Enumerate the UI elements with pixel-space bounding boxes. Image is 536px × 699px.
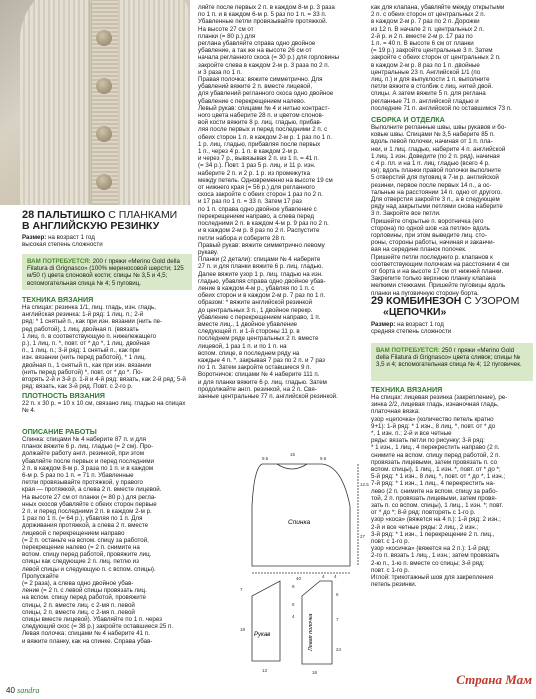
text-line: лицевой, 1 раз 1 п. и по 1 п. на [198, 342, 287, 350]
description-line: 2 п. и перед последними 2 п. в каждом 2-м р. [22, 508, 152, 516]
technique-heading: ТЕХНИКА ВЯЗАНИЯ [22, 295, 94, 304]
text-line: убавление, а так же на высоте 26 см от [198, 47, 312, 55]
assembly-line: ковые швы. Спицами № 3,5 наберите 85 п. [371, 131, 495, 139]
technique-line: вторять 2-й и 3-й р. 1-й и 4-й ряд: вязать, как 2-й ряд; 5-й [22, 376, 186, 384]
description-line: нных скосов убавляйте с обеих сторон первые [22, 500, 157, 508]
text-line: петли набора и соберите 28 п. [198, 234, 286, 242]
dim-label: 40 [296, 576, 302, 581]
assembly-line: мелкими стежками. Пришейте пуговицы вдоль [371, 282, 506, 290]
dim-label: 12.5 [360, 482, 369, 487]
technique-line: провязать лицевыми, затем провязать п. со [371, 458, 498, 466]
technique-line: ряд: вязать, как 3-й ряд. Повт. с 2-го р. [22, 383, 133, 391]
assembly-section [371, 116, 533, 297]
assembly-line: от борта и на высоте 17 см от нижней планки. [371, 268, 504, 276]
back-outline [252, 464, 350, 566]
text-line: образом: * вяжите английской резинкой [198, 299, 313, 307]
button-shape [96, 30, 112, 46]
description-line: Спинка: спицами № 4 наберите 87 п. и для [22, 436, 146, 443]
dim-label: 7 [336, 617, 339, 622]
text-line: регланные 71 п. английской гладью и [371, 97, 479, 105]
dim-label: 7 [240, 587, 243, 592]
technique-line: 1 лиц. п. в соответствующую п. нижележащего [22, 332, 157, 340]
text-line: (= 19 р.) закройте центральные 3 п. Затем [371, 47, 493, 55]
text-line: 27 п. и для планки вяжите 6 р. лиц. гладью. [198, 263, 324, 271]
dim-label: 6 [336, 592, 339, 597]
dim-label: 4 [292, 614, 295, 619]
brand-name: sandra [17, 686, 40, 695]
button-shape [96, 174, 112, 190]
assembly-line: вая на середине планок полочек. [371, 246, 467, 254]
text-line: в каждом 2-м р. 8 раз по 1 п. двойные [371, 61, 480, 69]
text-line: убавлений вяжите 2 п. вместе лицевой, [198, 83, 313, 91]
technique-line: изн. вязании (нить перед работой), * 1 лиц. [22, 354, 147, 362]
assembly-line: ки); вдоль планки правой полочки выполните [371, 167, 501, 175]
dim-label: 9 [292, 584, 295, 589]
assembly-line: соответствующим полочкам на расстоянии 4 см [371, 260, 510, 268]
technique-line: п., 1 лиц. п.; 3-й ряд: 1 снятый п., как при [22, 347, 140, 355]
text-line: каждые 4 п. *. закрывая 7 раз по 2 п. и 7 раз [198, 356, 326, 364]
text-line: по 1 п. справа одно двойное убавление с [198, 205, 317, 213]
text-line: в каждом 2-м р. 7 раз по 2 п. Дорожки [371, 18, 480, 26]
text-line: последние 71 п. английской по оставшимся 73 п. [371, 104, 512, 112]
text-line: Планки (2 детали): спицами № 4 наберите [198, 256, 321, 264]
technique-line: 7-й ряд: * 1 изн., 1 лиц., 4 перекрестить на- [371, 480, 496, 488]
description-line: На высоте 27 см от планки (= 80 р.) для регла- [22, 493, 157, 501]
text-line: Далее вяжите узор 1 р. лиц. гладью на изн. [198, 270, 323, 278]
technique-line: 2-й и все четные ряды: 2 лиц., 2 изн.; [371, 523, 479, 531]
description-line: левой спицы и следующую п. с вспом. спицы). Пропускайте [22, 565, 156, 580]
text-line: как для клапана, убавляйте между открытыми [371, 4, 505, 11]
text-line: Воротничок: спицами № 4 наберите 111 п. [198, 371, 320, 379]
dim-label: 9.5 [262, 456, 269, 461]
assembly-line: нки, и 1 лиц. гладью, наберите 4 п. английской [371, 145, 506, 153]
technique-line: 9+1): 1-й ряд: * 1 изн., 8 лиц. *, повт. от * до [371, 422, 496, 430]
technique-line: двойная п., 1 снятый п., как при изн. вязании [22, 361, 152, 369]
assembly-line: планки на пуговичную сторону борта. [371, 289, 479, 297]
text-line: реглана убавляйте справа одно двойное [198, 40, 316, 48]
text-line: начала регланного скоса (= 30 р.) для горловины [198, 54, 340, 62]
technique-line: вспом. спицы), 1 лиц., 1 изн. *, повт. от * до *; [371, 466, 501, 474]
project-29-materials: ВАМ ПОТРЕБУЕТСЯ: 250 г пряжи «Merino Gold della Filatura di Grignasco» цвета сливок; спицы № 3,5 и 4; вспомогательная спица № 4; 12 пуговичек. [371, 343, 533, 381]
dim-label: 5 [292, 602, 295, 607]
description-line: 6-м р. 5 раз по 1 п. = 71 п. Убавленные [22, 472, 134, 480]
technique-line: *, 1 изн. п.; 2-й и все четные [371, 430, 452, 438]
text-line: последними 2 п. в каждом 4-м р. 9 раз по 2 п. [198, 220, 329, 228]
text-line: закройте с обеих сторон от центральных 2 п. [371, 54, 501, 62]
technique-line: повт. с 1-го р. [371, 538, 410, 546]
sleeve-label: Рукав [254, 632, 271, 638]
dim-label: 4 [322, 574, 325, 579]
assembly-line: Пришейте петли последнего р. клапанов к [371, 253, 493, 261]
technique-line: петель резинки. [371, 581, 417, 589]
description-line: ление (= 2 п. с левой спицы провязать лиц. [22, 587, 147, 595]
technique-heading: ТЕХНИКА ВЯЗАНИЯ [371, 385, 443, 394]
dim-label: 24 [336, 647, 342, 652]
assembly-line: Для отверстия закройте 3 п., а в следующем [371, 196, 500, 204]
text-line: 2 п. с обеих сторон от центральных 2 п. [371, 11, 486, 19]
text-line: наберите 2 п. и 2 р. 1 р. из промежутка [198, 169, 311, 177]
text-line: лиц. п.) и для выпуклости 1 п. выполните [371, 76, 490, 84]
technique-line: ред работой), 1 лиц. двойная п. (ввязать [22, 325, 139, 333]
sleeve-outline [252, 581, 280, 661]
technique-line: от * до *; 8-й ряд: повторять с 1-го р. [371, 509, 476, 517]
description-line: 2 п. в каждом 8-м р. 3 раза по 1 п. и в каждом [22, 464, 154, 472]
project-28-title: 28 ПАЛЬТИШКО С ПЛАНКАМИ В АНГЛИЙСКУЮ РЕЗИНКУ [22, 209, 178, 232]
column-2-text [198, 4, 364, 400]
text-line: рукаву. [198, 248, 219, 256]
technique-line: зать п. со вспом. спицы), 1 лиц., 1 изн. *; повт. [371, 502, 504, 510]
project-29-size: Размер: на возраст 1 год средняя степень сложности [371, 321, 452, 336]
project-28-technique [22, 296, 192, 390]
assembly-line: сторона) по одной шов «за петлю» вдоль [371, 224, 490, 232]
coat-photo [0, 0, 190, 205]
description-line: следующий скос (= 38 р.) закройте оставшиеся 25 п. [22, 623, 174, 631]
text-line: спицы. А затем вяжите 5 п. для реглана [371, 90, 486, 98]
project-29-title: 29 КОМБИНЕЗОН С УЗОРОМ «ЦЕПОЧКИ» [371, 295, 520, 318]
assembly-line: с 4 р. пл. и на 1 п. лиц. гладью (всего 4 р. [371, 160, 490, 168]
text-line: и для планки вяжите 6 р. лиц. гладью. Затем [198, 378, 327, 386]
description-line: края — протяжкой, а слева 2 п. вместе лицевой. [22, 486, 162, 494]
page-number: 40 [6, 686, 15, 695]
button-shape [96, 78, 112, 94]
page-footer [6, 686, 39, 695]
technique-line: ряды: вязать петли по рисунку; 3-й ряд: [371, 437, 485, 445]
description-line: убавляйте после первых и перед последними [22, 457, 154, 465]
text-line: 1 п. = 40 п. В высоте 6 см от планки [371, 40, 474, 48]
text-line: по 1 п. и в каждом 6-м р. 5 раз по 1 п. = 33 п. [198, 11, 327, 19]
assembly-heading: СБОРКА И ОТДЕЛКА [371, 115, 445, 124]
technique-line: той, 2 п. провязать лицевыми, затем провя- [371, 494, 497, 502]
description-line: петли провязывайте протяжкой, у правого [22, 479, 143, 487]
text-line: вспом. спице, в последнем ряду на [198, 349, 300, 357]
text-line: продолжайте англ. резинкой, на 2 п. Свя- [198, 385, 317, 393]
technique-line: (нить перед работой) *, повт. от * до *. По- [22, 368, 143, 376]
text-line: 2-й р. и 2 п. вместе 2-м р. 17 раз по [371, 32, 473, 40]
assembly-line: горловины, при этом выведите лиц. сто- [371, 232, 487, 240]
description-line: на вспом. спицу перед работой, провяжите [22, 594, 146, 602]
pattern-schematic [232, 446, 372, 681]
description-line: планок вяжите 6 р. лиц. гладью (= 2 см). Про- [22, 443, 154, 451]
assembly-line: Закрепите только верхнюю планку клапана [371, 275, 496, 283]
project-28-materials: ВАМ ПОТРЕБУЕТСЯ: 200 г пряжи «Merino Gold della Filatura di Grignasco» (100% мериносовой шерсти; 125 м/50 г) цвета слоновой кости; спицы № 3,5 и 4,5; вспомогательная спица № 4; 5 пуговиц. [22, 254, 192, 290]
technique-line: зинка 2/2, лицевая гладь, изнаночная гладь, [371, 401, 499, 409]
text-line: планки (= 80 р.) для [198, 32, 256, 40]
text-line: петли вяжите в столбик с лиц. нитей двой. [371, 83, 493, 91]
description-line: (= 2 раза), а слева одно двойное убав- [22, 580, 134, 588]
technique-line: * 1 изн., 1 лиц., 4 перекрестить направо (2 п. [371, 444, 500, 452]
technique-line: узор «косичка» (вяжется на 2 п.): 1-й ряд: [371, 545, 491, 553]
description-line: перекрещение налево (= 2 п. снимите на [22, 544, 140, 552]
description-line: и вяжите планку, как на спинке. Справа убав- [22, 637, 153, 645]
description-line: должайте работу англ. резинкой, при этом [22, 450, 144, 458]
watermark-logo: Страна Мам [456, 672, 532, 687]
technique-line: Иглой: трикотажный шов для закрепления [371, 574, 493, 582]
dim-label: 18 [312, 670, 318, 675]
assembly-line: резинки, первое после первых 14 п., а ос- [371, 181, 492, 189]
front-outline [302, 581, 332, 664]
text-line: скоса закройте с обеих сторон 1 раз по 2 п. [198, 191, 323, 199]
text-line: убавление с перекрещением налево. [198, 97, 306, 105]
technique-line: снимите на вспом. спицу перед работой, 2 п. [371, 451, 501, 459]
assembly-line: вдоль левой полочки, начиная от 1 п. пла- [371, 138, 493, 146]
technique-line: узор «цепочка» (количество петель кратно [371, 415, 494, 423]
description-line: спицы вместе лицевой). Убавляйте по 1 п. через [22, 616, 162, 624]
text-line: последнем ряде центральных 2 п. вместе [198, 335, 319, 343]
text-line: и через 7 р., вывязывая 2 п. из 1 п. = 41 п. [198, 155, 320, 163]
technique-line: 3-й ряд: * 1 изн., 1 перекрещение 2 п. лиц., [371, 530, 495, 538]
technique-line: ряд: * 1 снятый п., как при изн. вязании (нить пе- [22, 318, 163, 326]
technique-line: английская резинка: 1-й ряд: 1 лиц. п.; 2-й [22, 311, 144, 319]
description-heading: ОПИСАНИЕ РАБОТЫ [22, 427, 97, 436]
dim-label: 4 [334, 574, 337, 579]
description-line: лицевой с перекрещением направо [22, 529, 125, 537]
project-29-technique [371, 386, 533, 588]
text-line: по 1 п. Затем закройте оставшиеся 9 п. [198, 364, 312, 372]
text-line: ляя после первых и перед последними 2 п. с [198, 126, 328, 134]
text-line: занные центральные 77 п. английской резинкой. [198, 392, 338, 400]
density-heading: ПЛОТНОСТЬ ВЯЗАНИЯ [22, 391, 105, 400]
text-line: для убавлений регланного скоса одно двойное [198, 90, 334, 98]
technique-line: узор «коса» (вяжется на 4 п.): 1-й ряд: 2 изн.; [371, 516, 501, 524]
technique-line: р.), 1 лиц. п. *, повт. от * до *, 1 лиц. двойная [22, 340, 150, 348]
front-label: Левая полочка [308, 613, 314, 651]
assembly-line: 5 отверстий для пуговиц в 7-м р. английской [371, 174, 499, 182]
density-text: 22 п. х 30 р. = 10 х 10 см, связано лиц. гладью на спицах № 4. [22, 400, 186, 415]
description-line: спицы, 2 п. вместе лиц. с 2-мя п. левой [22, 601, 135, 609]
technique-line: лево (2 п. снимите на вспом. спицу за рабо- [371, 487, 498, 495]
text-line: На высоте 27 см от [198, 25, 254, 33]
text-line: следующей п. и 1-й стороны 11 р. в [198, 328, 300, 336]
text-line: обеих сторон и в каждом 2-м р. 7 раз по 1 п. [198, 292, 326, 300]
text-line: ного цвета наберите 28 п. и цветом слонов- [198, 112, 324, 120]
assembly-line: 3 п. Закройте все петли. [371, 210, 441, 218]
column-3-text [371, 4, 533, 112]
text-line: до центральных 3 п., 1 двойное перекр. [198, 306, 313, 314]
back-label: Спинка [288, 519, 311, 526]
text-line: Правая полочка: вяжите симметрично. Для [198, 76, 323, 84]
assembly-line: Пришейте открытые п. воротничка (его [371, 217, 484, 225]
description-line: спицы, 2 п. вместе лиц. с 2-мя п. левой [22, 608, 135, 616]
technique-line: 2-ю п., 1-ю п. вместе со спицы; 3-й ряд: [371, 559, 485, 567]
text-line: между петель. Одновременно на высоте 19 см [198, 176, 333, 184]
text-line: вместе лиц., 1 двойное убавление [198, 320, 298, 328]
dim-label: 15 [290, 452, 296, 457]
text-line: вой кости вяжите 8 р. лиц. гладью, прибав- [198, 119, 322, 127]
text-line: Левый рукав: спицами № 4 и нитью контраст- [198, 104, 330, 112]
text-line: и в каждом 2-м р. 8 раз по 2 п. Распустите [198, 227, 320, 235]
text-line: (= 34 р.). Повт. 1 раз 5 р. лиц. и 11 р. изн. [198, 162, 316, 170]
text-line: и 3 раза по 1 п. [198, 68, 242, 76]
technique-line: На спицах: резинка 1/1, лиц. гладь, изн. гладь, [22, 304, 156, 311]
text-line: обеих сторон 1 п. в каждом 2-м р. 1 раз по 1 п. [198, 133, 332, 141]
description-line: Левая полочка: спицами № 4 наберите 41 п. [22, 630, 150, 638]
project-28-size: Размер: на возраст 1 год высокая степень сложности [22, 234, 103, 249]
assembly-line: тальные на расстоянии 14 п. одно от другого. [371, 188, 502, 196]
button-shape [96, 126, 112, 142]
description-line: 1 раз по 1 п. (= 64 р.), убавляя по 1 п. Для [22, 515, 143, 523]
description-line: дорживания протяжкой, а слева 2 п. вместе [22, 522, 149, 530]
description-line: (= 2 п. останьте на вспом. спицу за работой, [22, 536, 149, 544]
text-line: 1 п., через 4 р. 1 п. в каждом 2-м р. [198, 148, 299, 156]
dim-label: 27 [360, 534, 366, 539]
text-line: Убавленные петли провязывайте протяжкой. [198, 18, 328, 26]
assembly-line: Выполните регланные швы, швы рукавов и бо- [371, 124, 507, 131]
project-28-description [22, 428, 192, 645]
text-line: гладью, убавляя справа одно двойное убав- [198, 277, 326, 285]
text-line: перекрещением направо, а слева перед [198, 212, 315, 220]
assembly-line: 1 лиц. 1 изн. Доведите (по 2 п. ряд), начиная [371, 152, 500, 160]
text-line: 1 р. лиц. гладью, прибавляя после первых [198, 140, 321, 148]
dim-label: 19 [240, 627, 246, 632]
assembly-line: ряду над закрытыми петлями снова наберите [371, 203, 503, 211]
text-line: закройте слева в каждом 2-м р. 3 раза по 2 п. [198, 61, 330, 69]
text-line: Правый рукав: вяжите симметрично левому [198, 241, 325, 249]
description-line: вспом. спицу перед работой, провяжите лиц. [22, 551, 152, 559]
technique-line: платочная вязка: [371, 408, 420, 416]
dim-label: 9.5 [320, 456, 327, 461]
text-line: ляйте после первых 2 п. в каждом 8-м р. 3 раза [198, 4, 335, 11]
text-line: ление в каждом 4-м р., убавляя по 1 п. с [198, 284, 315, 292]
technique-line: 5-й ряд: * 1 изн., 8 лиц. *, повт. от * до *, 1 изн.; [371, 473, 506, 481]
project-28-density [22, 392, 192, 414]
text-line: центральные 23 п. Английской 1/1 (по [371, 68, 481, 76]
description-line: спицы как следующие 2 п. лиц. петлю из [22, 558, 139, 566]
text-line: из 12 п. В начале 2 п. центральных 2 п. [371, 25, 485, 33]
technique-line: На спицах: лицевая резинка (закрепление), ре- [371, 394, 508, 401]
text-line: убавление с перекрещением направо, 1 п. [198, 313, 321, 321]
assembly-line: роны, стороны работы, начиная и заканчи- [371, 239, 495, 247]
text-line: и 17 раз по 1 п. = 33 п. Затем 17 раз [198, 198, 302, 206]
technique-line: 2-го п. вязать 1 лиц., 1 изн.; затем провязать [371, 552, 500, 560]
dim-label: 13 [262, 668, 268, 673]
text-line: от нижнего края (= 56 р.) для регланного [198, 184, 315, 192]
technique-line: повт. с 1-го р. [371, 566, 410, 574]
